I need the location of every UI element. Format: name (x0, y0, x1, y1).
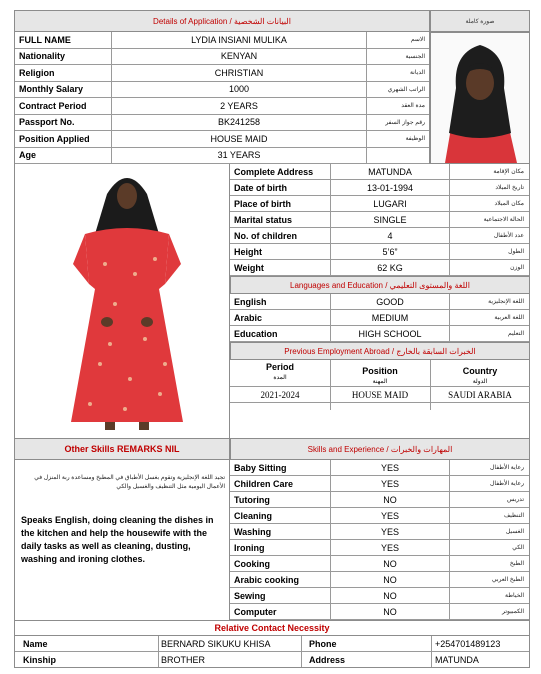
skill-row (230, 460, 529, 476)
skill-label-ar: الغسيل (505, 529, 524, 535)
personal-label-ar: رقم جواز السفر (385, 119, 425, 126)
skill-label-ar: الطبخ (509, 561, 524, 567)
personal-label: FULL NAME (19, 34, 71, 45)
other-skills-header-label: Other Skills REMARKS NIL (64, 444, 180, 454)
skill-label: Arabic cooking (234, 574, 300, 585)
details-row (230, 212, 529, 228)
details-label-ar: مكان الإقامة (493, 169, 524, 175)
details-row (230, 164, 529, 180)
skill-value: YES (330, 476, 450, 491)
contact-name-value: BERNARD SIKUKU KHISA (161, 639, 271, 649)
skill-label: Sewing (234, 590, 266, 601)
language-label-ar: التعليم (508, 331, 524, 337)
employment-country: SAUDI ARABIA (448, 390, 512, 400)
photo-header-label: صورة كاملة (465, 18, 495, 25)
details-row (230, 228, 529, 244)
language-row (230, 310, 529, 326)
personal-row (15, 82, 429, 99)
personal-label-ar: الوظيفة (405, 136, 425, 143)
col-period-header-ar: المدة (273, 375, 287, 381)
personal-value: KENYAN (111, 49, 367, 65)
skill-value: YES (330, 540, 450, 555)
photo-header (430, 10, 530, 32)
contact-address-label: Address (309, 655, 346, 665)
personal-row (15, 49, 429, 66)
skill-value: NO (330, 572, 450, 587)
skill-label-ar: رعاية الأطفال (490, 465, 524, 471)
language-value: HIGH SCHOOL (330, 326, 450, 341)
personal-row (15, 115, 429, 132)
personal-label: Age (19, 150, 37, 161)
skill-label-ar: الطبخ العربي (491, 577, 524, 583)
skill-value: YES (330, 524, 450, 539)
skill-row (230, 572, 529, 588)
details-label-ar: عدد الأطفال (493, 233, 524, 239)
full-body-image (15, 164, 229, 436)
personal-label-ar: الاسم (410, 37, 425, 44)
skill-value: NO (330, 492, 450, 507)
details-row (230, 260, 529, 276)
personal-row (15, 131, 429, 148)
skill-row (230, 556, 529, 572)
skill-label: Washing (234, 526, 272, 537)
skill-label-ar: الكمبيوتر (502, 609, 524, 615)
details-value: SINGLE (330, 212, 450, 227)
personal-label: Nationality (19, 51, 66, 62)
contact-kinship-value: BROTHER (161, 655, 206, 665)
language-label-ar: اللغة الإنجليزية (488, 299, 524, 305)
skill-label: Computer (234, 606, 277, 617)
personal-row (15, 65, 429, 82)
personal-label-ar: الجنسية (405, 53, 425, 60)
personal-row (15, 98, 429, 115)
languages-header-label: Languages and Education / اللغة والمستوى التعليمي (290, 280, 470, 290)
skill-label: Cleaning (234, 510, 273, 521)
contact-name-label: Name (23, 639, 48, 649)
employment-period: 2021-2024 (260, 390, 300, 400)
personal-label-ar: الديانة (409, 70, 425, 77)
personal-label-ar: مدة العقد (401, 103, 425, 110)
application-details-title: Details of Application / البيانات الشخصية (153, 16, 291, 26)
skill-row (230, 492, 529, 508)
remarks-arabic: تجيد اللغة الإنجليزية وتقوم بغسل الأطباق في المطبخ ومساعدة ربة المنزل في الأعمال اليومية مثل التنظيف والغسيل والكي (34, 475, 225, 490)
personal-label: Religion (19, 67, 55, 78)
skill-label-ar: الكي (512, 545, 524, 551)
portrait-image (431, 33, 529, 163)
personal-value: 1000 (111, 82, 367, 98)
other-skills-header (14, 438, 230, 460)
personal-info-table (14, 32, 430, 164)
details-row (230, 180, 529, 196)
personal-row (15, 32, 429, 49)
portrait-photo (430, 32, 530, 164)
details-label-ar: تاريخ الميلاد (495, 185, 524, 191)
details-value: MATUNDA (330, 164, 450, 179)
employment-table (230, 360, 530, 438)
skill-label: Tutoring (234, 494, 270, 505)
details-row (230, 196, 529, 212)
skill-row (230, 588, 529, 604)
details-value: 13-01-1994 (330, 180, 450, 195)
details-table (230, 164, 530, 276)
details-label-ar: الحالة الاجتماعية (483, 217, 524, 223)
personal-value: HOUSE MAID (111, 131, 367, 147)
skills-header (230, 438, 530, 460)
skill-value: YES (330, 460, 450, 475)
language-row (230, 294, 529, 310)
skill-label: Children Care (234, 478, 294, 489)
remarks-english: Speaks English, doing cleaning the dishes in the kitchen and help the housewife with the daily tasks as well as cleaning, dusting, washing and ironing clothes. (21, 515, 214, 564)
personal-label: Position Applied (19, 133, 90, 144)
col-position-header: Position (362, 366, 398, 376)
col-period-header: Period (265, 362, 294, 372)
details-label-ar: الوزن (510, 265, 524, 271)
employment-position: HOUSE MAID (351, 390, 409, 400)
details-value: LUGARI (330, 196, 450, 211)
languages-header (230, 276, 530, 294)
skill-row (230, 604, 529, 620)
details-label: No. of children (234, 230, 297, 241)
contact-address-value: MATUNDA (435, 655, 479, 665)
skill-value: YES (330, 508, 450, 523)
personal-label: Monthly Salary (19, 84, 84, 95)
personal-value: LYDIA INSIANI MULIKA (111, 32, 367, 48)
employment-header (230, 342, 530, 360)
col-country-header: Country (462, 366, 498, 376)
languages-table (230, 294, 530, 342)
full-body-photo (14, 164, 230, 438)
contact-table (14, 636, 530, 668)
contact-header-label: Relative Contact Necessity (214, 623, 330, 633)
skill-row (230, 508, 529, 524)
language-label-ar: اللغة العربية (494, 315, 524, 321)
col-country-header-ar: الدولة (472, 379, 488, 385)
details-label-ar: الطول (508, 249, 524, 255)
employment-header-label: Previous Employment Abroad / الخبرات السابقة بالخارج (284, 346, 476, 356)
application-details-header (14, 10, 430, 32)
contact-header (14, 620, 530, 636)
personal-value: 2 YEARS (111, 98, 367, 114)
col-position-header-ar: المهنة (372, 379, 388, 385)
details-value: 4 (330, 228, 450, 243)
skill-row (230, 476, 529, 492)
personal-value: BK241258 (111, 115, 367, 131)
language-label: English (234, 296, 267, 307)
skill-label-ar: تدريس (506, 497, 524, 503)
skill-label-ar: رعاية الأطفال (490, 481, 524, 487)
personal-value: CHRISTIAN (111, 65, 367, 81)
language-value: MEDIUM (330, 310, 450, 325)
skill-label: Cooking (234, 558, 270, 569)
language-label: Education (234, 328, 278, 339)
skill-value: NO (330, 588, 450, 603)
skill-label: Ironing (234, 542, 265, 553)
details-label: Complete Address (234, 166, 314, 177)
details-label-ar: مكان الميلاد (494, 201, 524, 207)
skill-label: Baby Sitting (234, 462, 287, 473)
skills-header-label: Skills and Experience / المهارات والخبرات (307, 444, 453, 454)
details-value: 62 KG (330, 260, 450, 275)
personal-label-ar: الراتب الشهري (387, 86, 425, 93)
personal-label: Passport No. (19, 117, 75, 128)
skills-table (230, 460, 530, 620)
language-value: GOOD (330, 294, 450, 309)
skill-row (230, 524, 529, 540)
language-label: Arabic (234, 312, 263, 323)
personal-value: 31 YEARS (111, 148, 367, 164)
skill-label-ar: الخياطة (505, 593, 524, 599)
remarks-box (14, 460, 230, 620)
details-label: Height (234, 246, 262, 257)
details-label: Place of birth (234, 198, 292, 209)
details-row (230, 244, 529, 260)
skill-label-ar: التنظيف (503, 513, 524, 519)
details-label: Weight (234, 262, 264, 273)
skill-value: NO (330, 556, 450, 571)
personal-label: Contract Period (19, 100, 87, 111)
contact-phone-label: Phone (309, 639, 337, 649)
details-value: 5’6” (330, 244, 450, 259)
details-label: Marital status (234, 214, 293, 225)
contact-kinship-label: Kinship (23, 655, 56, 665)
skill-row (230, 540, 529, 556)
personal-row (15, 148, 429, 165)
language-row (230, 326, 529, 342)
details-label: Date of birth (234, 182, 287, 193)
contact-phone-value: +254701489123 (435, 639, 501, 649)
skill-value: NO (330, 604, 450, 619)
